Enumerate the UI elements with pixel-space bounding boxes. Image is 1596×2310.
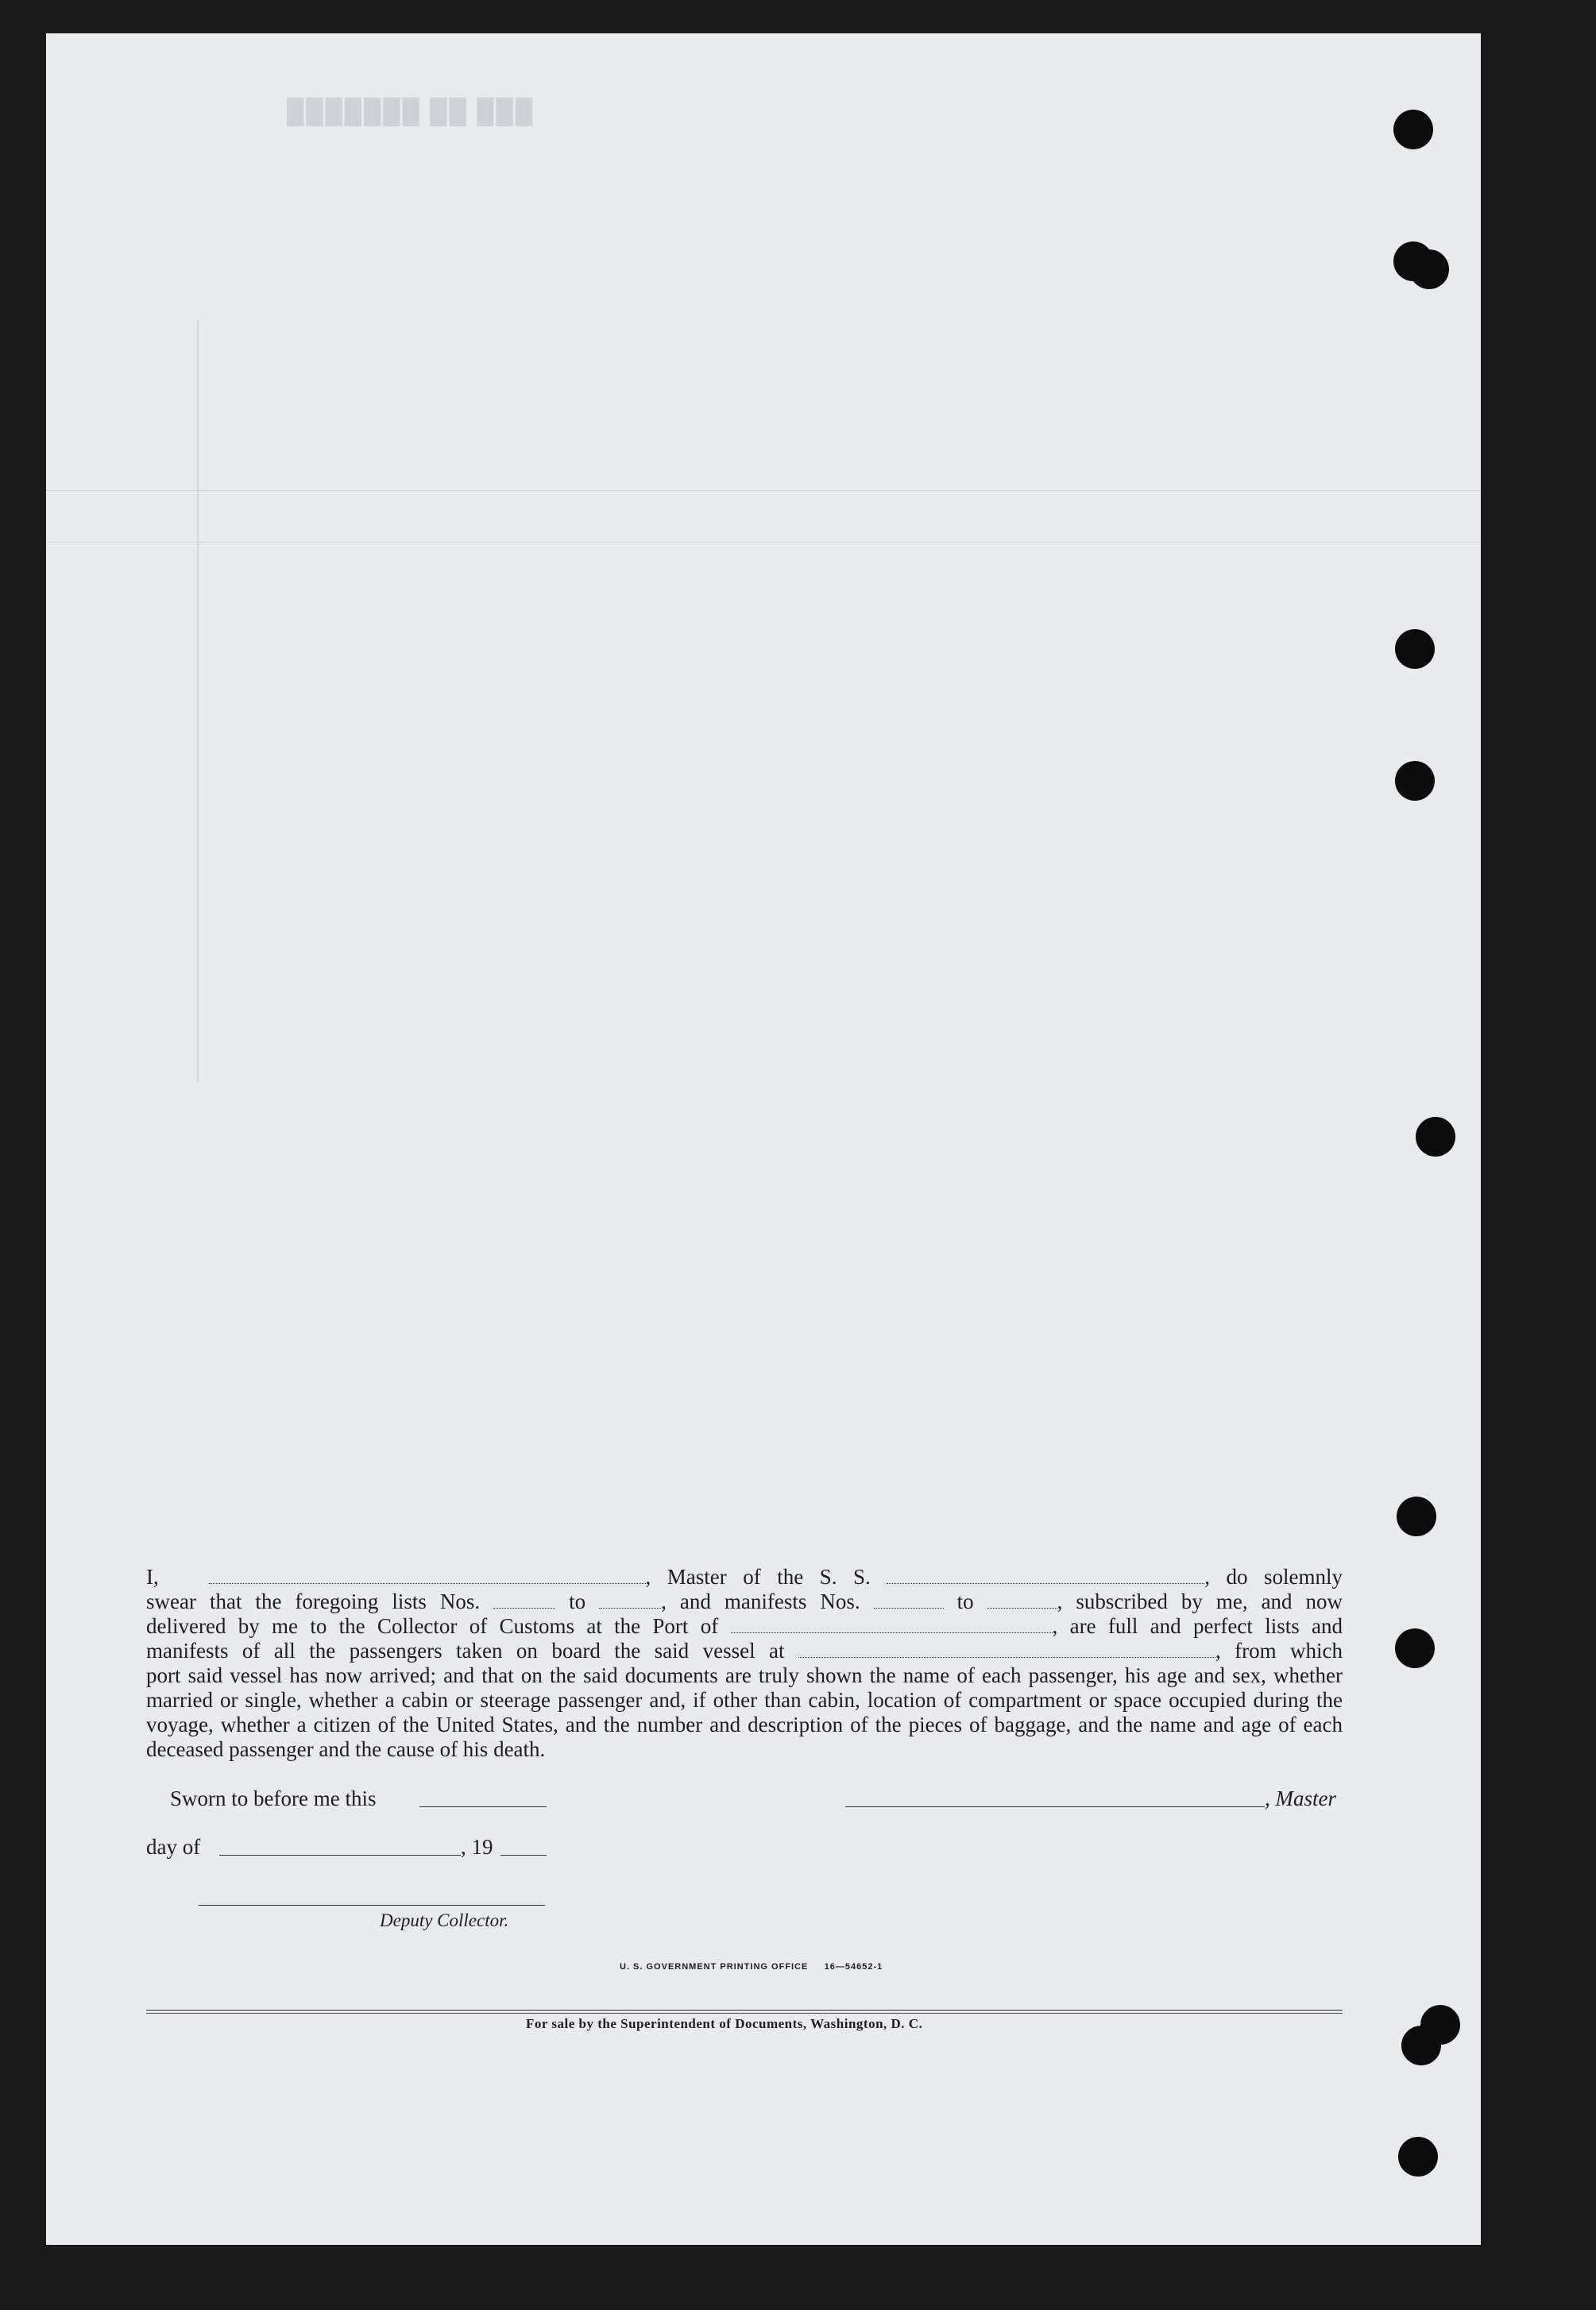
oath-to-1: to: [569, 1590, 586, 1613]
oath-to-2: to: [956, 1590, 974, 1613]
lists-to-blank: [599, 1592, 661, 1609]
lists-from-blank: [493, 1592, 555, 1609]
day-of-label: day of: [146, 1835, 201, 1859]
master-signature-line: [845, 1806, 1265, 1807]
deputy-collector-line: [199, 1905, 545, 1906]
sworn-date-line: [419, 1806, 547, 1807]
footer-rule: [146, 2010, 1343, 2011]
year-line: [500, 1855, 547, 1856]
embark-port-blank: [798, 1641, 1215, 1658]
punch-hole: [1398, 2137, 1438, 2177]
printing-office-mark: U. S. GOVERNMENT PRINTING OFFICE 16—54652-1: [620, 1962, 883, 1972]
punch-hole: [1397, 1497, 1436, 1536]
deputy-collector-label: Deputy Collector.: [380, 1910, 509, 1930]
manifests-to-blank: [987, 1592, 1057, 1609]
punch-hole: [1401, 2026, 1441, 2065]
punch-hole: [1393, 110, 1433, 149]
oath-full-perfect: , are full and perfect lists and: [1052, 1614, 1343, 1638]
oath-i: I,: [146, 1565, 159, 1589]
oath-manifests-nos: , and manifests Nos.: [661, 1590, 860, 1613]
oath-body: port said vessel has now arrived; and that on the said documents are truly shown the name of each passenger, his age and sex, whether married or single, whether a cabin or steerage passenger and, if other than cabin, location of compartment or space occupied during the voyage, whether a citizen of the United States, and the number and description of the pieces of baggage, and the name and age of each deceased passenger and the cause of his death.: [146, 1663, 1343, 1761]
punch-hole: [1416, 1117, 1455, 1157]
port-blank: [731, 1617, 1053, 1633]
oath-port-of: delivered by me to the Collector of Customs at the Port of: [146, 1614, 719, 1638]
manifests-from-blank: [874, 1592, 944, 1609]
master-name-blank: [209, 1567, 646, 1584]
oath-from-which: , from which: [1215, 1639, 1343, 1663]
punch-hole: [1395, 761, 1435, 801]
master-signature-label: , Master: [1265, 1787, 1336, 1810]
bleed-through-rule: [46, 490, 1481, 491]
oath-solemnly: , do solemnly: [1204, 1565, 1343, 1589]
punch-hole: [1395, 1628, 1435, 1668]
sworn-label: Sworn to before me this: [170, 1787, 377, 1810]
oath-vessel-at: manifests of all the passengers taken on board the said vessel at: [146, 1639, 785, 1663]
oath-subscribed: , subscribed by me, and now: [1057, 1590, 1343, 1613]
oath-lists-nos: swear that the foregoing lists Nos.: [146, 1590, 481, 1613]
master-oath: [146, 1565, 1343, 1762]
footer-rule-thin: [146, 2013, 1343, 2014]
oath-master-of: , Master of the S. S.: [645, 1565, 871, 1589]
for-sale-notice: For sale by the Superintendent of Documents, Washington, D. C.: [526, 2016, 923, 2031]
month-line: [219, 1855, 461, 1856]
manifest-page: [46, 33, 1481, 2245]
year-prefix: , 19: [461, 1835, 493, 1859]
bleed-through-rule: [46, 542, 1481, 543]
vessel-name-blank: [887, 1567, 1204, 1584]
bleed-through-rule: [197, 319, 199, 1082]
punch-hole: [1395, 629, 1435, 669]
punch-hole: [1409, 249, 1449, 289]
bleed-through-text: ███ ██ ███████: [284, 99, 533, 125]
